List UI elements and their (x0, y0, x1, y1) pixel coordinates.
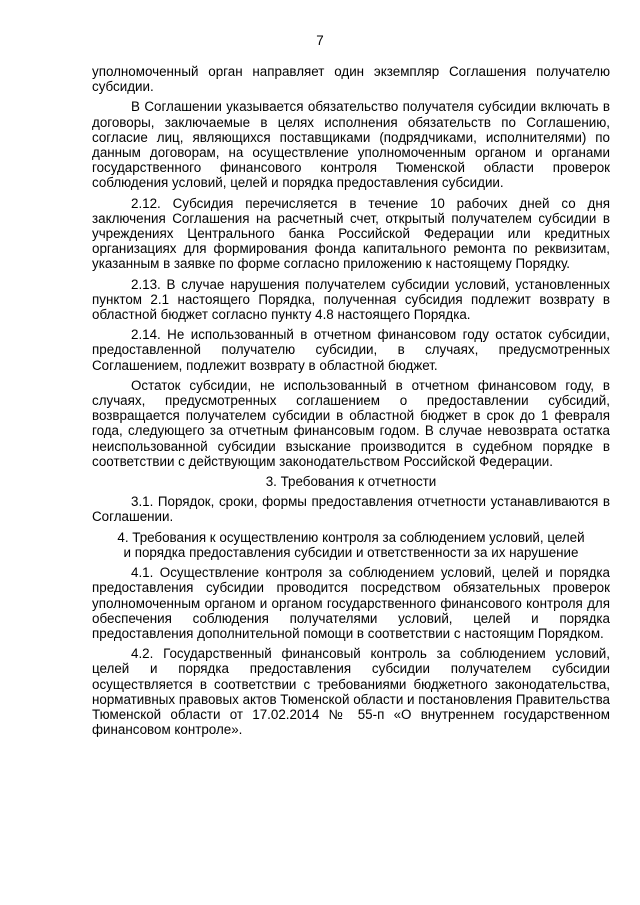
paragraph-2-12: 2.12. Субсидия перечисляется в течение 10 рабочих дней со дня заключения Соглашения на расчетный счет, открытый получателем субсидии в учреждениях Центрального банка Российской Федерации или кредитных организациях для формирования фонда капитального ремонта по реквизитам, указанным в заявке по форме согласно приложению к настоящему Порядку. (92, 195, 610, 272)
paragraph-2-14: 2.14. Не использованный в отчетном финансовом году остаток субсидии, предоставленной получателю субсидии, в случаях, предусмотренных Соглашением, подлежит возврату в областной бюджет. (92, 327, 610, 373)
paragraph-4-1: 4.1. Осуществление контроля за соблюдением условий, целей и порядка предоставления субсидии проводится посредством обязательных проверок уполномоченным органом и органом государственного финансового контроля для обеспечения соблюдения получателями условий, целей и порядка предоставления дополнительной помощи в соответствии с настоящим Порядком. (92, 565, 610, 641)
paragraph-3-1: 3.1. Порядок, сроки, формы предоставления отчетности устанавливаются в Соглашении. (92, 494, 610, 525)
page-number: 7 (316, 33, 324, 48)
paragraph-2-13: 2.13. В случае нарушения получателем субсидии условий, установленных пунктом 2.1 настоящего Порядка, полученная субсидия подлежит возврату в областной бюджет согласно пункту 4.8 настоящего Порядка. (92, 276, 610, 323)
paragraph-agreement-obligation: В Соглашении указывается обязательство получателя субсидии включать в договоры, заключаемые в целях исполнения обязательств по Соглашению, согласие лиц, являющихся поставщиками (подрядчиками, исполнителями) по данным договорам, на осуществление уполномоченным органом и органами государственного финансового контроля Тюменской области проверок соблюдения условий, целей и порядка предоставления субсидии. (92, 99, 610, 191)
paragraph-4-2: 4.2. Государственный финансовый контроль за соблюдением условий, целей и порядка предоставления субсидии получателем субсидии осуществляется в соответствии с требованиями бюджетного законодательства, нормативных правовых актов Тюменской области и постановления Правительства Тюменской области от 17.02.2014 № 55-п «О внутреннем государственном финансовом контроле». (92, 646, 610, 738)
section-4-heading: 4. Требования к осуществлению контроля за соблюдением условий, целей и порядка предоставления субсидии и ответственности за их нарушение (117, 529, 585, 560)
section-3-heading: 3. Требования к отчетности (265, 474, 437, 490)
paragraph-continuation: уполномоченный орган направляет один экземпляр Соглашения получателю субсидии. (92, 64, 610, 95)
paragraph-remainder: Остаток субсидии, не использованный в отчетном финансовом году, в случаях, предусмотренных соглашением о предоставлении субсидий, возвращается получателем субсидии в областной бюджет в срок до 1 февраля года, следующего за отчетным финансовым годом. В случае невозврата остатка неиспользованной субсидии взыскание производится в судебном порядке в соответствии с действующим законодательством Российской Федерации. (92, 377, 610, 469)
document-body (92, 64, 610, 742)
